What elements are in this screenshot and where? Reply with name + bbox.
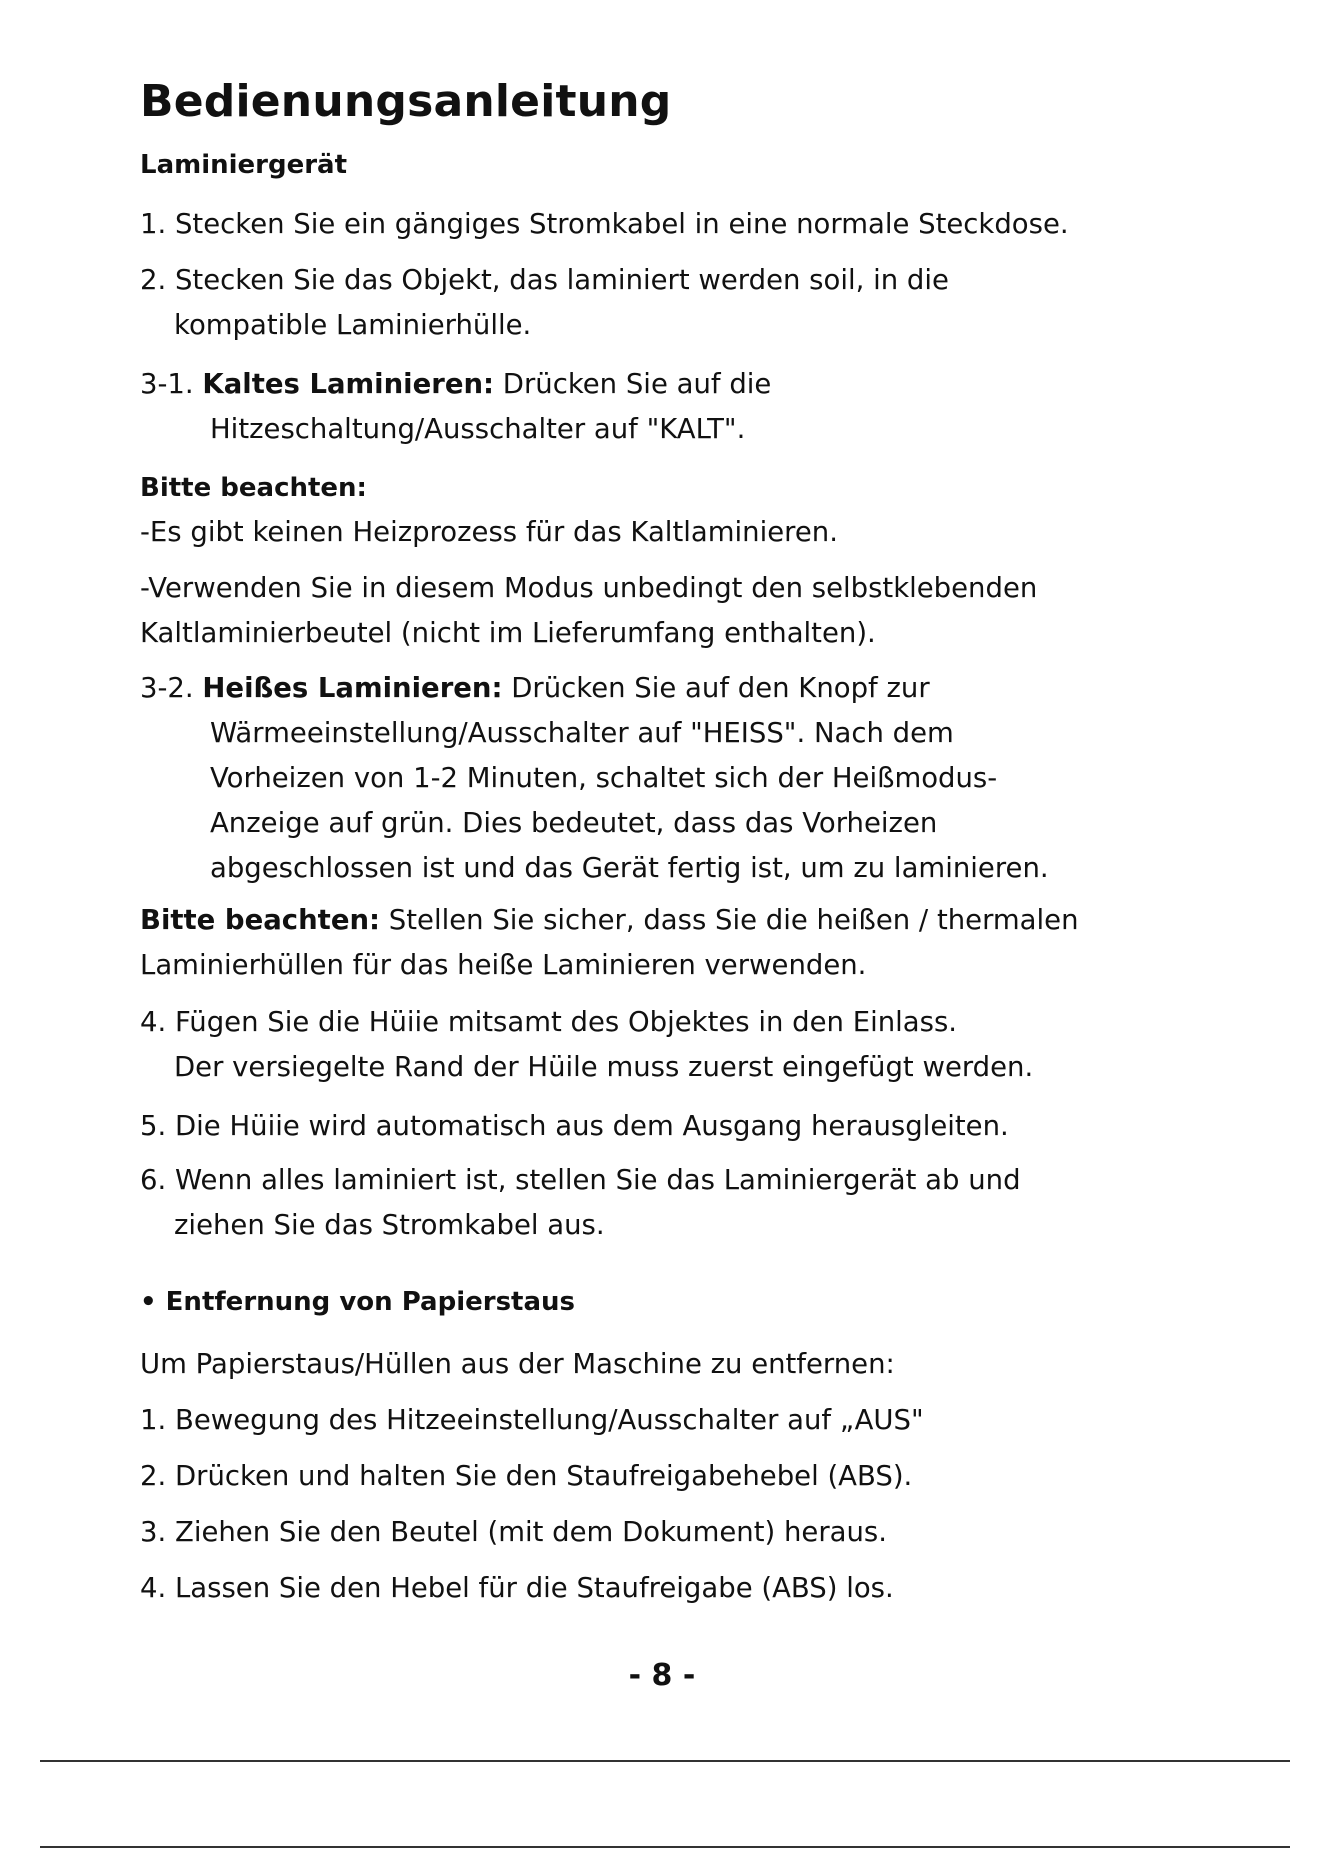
note-line-1: -Es gibt keinen Heizprozess für das Kaltlaminieren. [140,516,838,548]
jam-step-3: 3. Ziehen Sie den Beutel (mit dem Dokument) heraus. [140,1516,887,1548]
step-4: 4. Fügen Sie die Hüiie mitsamt des Objektes in den Einlass. Der versiegelte Rand der Hüile muss zuerst eingefügt werden. [140,1006,1034,1083]
jam-intro: Um Papierstaus/Hüllen aus der Maschine zu entfernen: [140,1348,895,1380]
note-line-2: -Verwenden Sie in diesem Modus unbedingt den selbstklebenden Kaltlaminierbeutel (nicht im Lieferumfang enthalten). [140,572,1038,649]
note-hot: Bitte beachten: Stellen Sie sicher, dass Sie die heißen / thermalen Laminierhüllen für das heiße Laminieren verwenden. [140,904,1079,981]
step-5: 5. Die Hüiie wird automatisch aus dem Ausgang herausgleiten. [140,1110,1009,1142]
section-title-paper-jams: • Entfernung von Papierstaus [140,1287,576,1317]
step-1: 1. Stecken Sie ein gängiges Stromkabel in eine normale Steckdose. [140,208,1069,240]
step-2: 2. Stecken Sie das Objekt, das laminiert werden soil, in die kompatible Laminierhülle. [140,264,949,341]
step-3-2: 3-2. Heißes Laminieren: Drücken Sie auf den Knopf zur Wärmeeinstellung/Ausschalter auf "HEISS". Nach dem Vorheizen von 1-2 Minuten, schaltet sich der Heißmodus- Anzeige auf grün. Dies bedeutet, dass das Vorheizen abgeschlossen ist und das Gerät fertig ist, um zu laminieren. [140,672,1049,884]
page-title: Bedienungsanleitung [140,76,672,127]
divider-line-top [40,1760,1290,1762]
step-6: 6. Wenn alles laminiert ist, stellen Sie das Laminiergerät ab und ziehen Sie das Stromkabel aus. [140,1164,1021,1241]
note-heading: Bitte beachten: [140,473,367,503]
step-3-1: 3-1. Kaltes Laminieren: Drücken Sie auf die Hitzeschaltung/Ausschalter auf "KALT". [140,368,772,445]
page-number: - 8 - [628,1658,696,1693]
jam-step-2: 2. Drücken und halten Sie den Staufreigabehebel (ABS). [140,1460,913,1492]
jam-step-1: 1. Bewegung des Hitzeeinstellung/Ausschalter auf „AUS" [140,1404,924,1436]
divider-line-bottom [40,1846,1290,1848]
jam-step-4: 4. Lassen Sie den Hebel für die Staufreigabe (ABS) los. [140,1572,894,1604]
section-title-laminator: Laminiergerät [140,150,348,180]
